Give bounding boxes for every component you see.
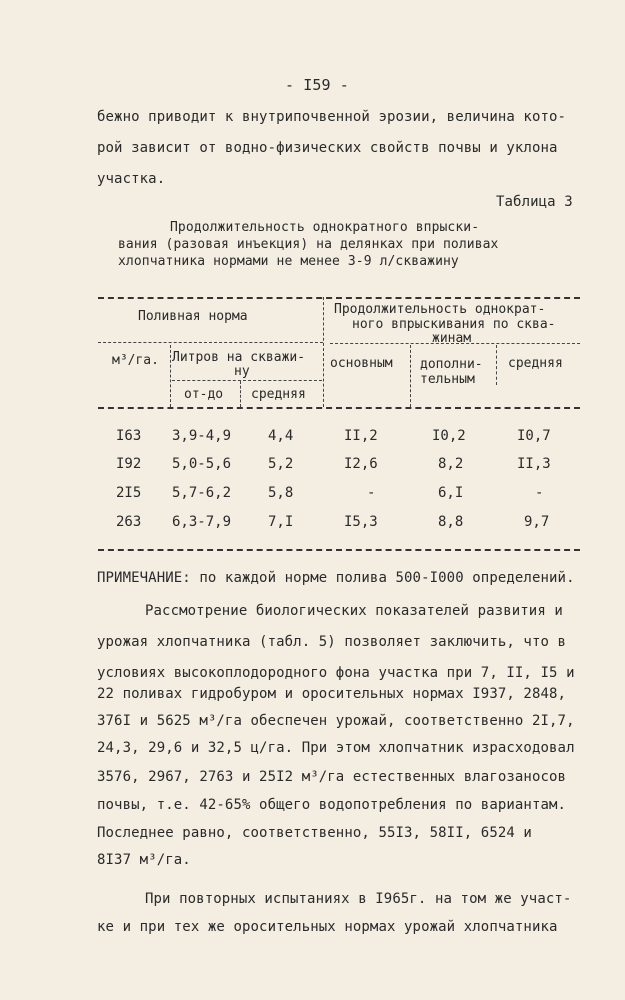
table-header-rule bbox=[98, 407, 580, 409]
paragraph-line: почвы, т.е. 42-65% общего водопотребления по вариантам. bbox=[97, 797, 567, 813]
paragraph-line: 376I и 5625 м³/га обеспечен урожай, соответственно 2I,7, bbox=[97, 713, 575, 729]
paragraph-line: 8I37 м³/га. bbox=[97, 852, 191, 868]
paragraph-line: ке и при тех же оросительных нормах урожай хлопчатника bbox=[97, 919, 558, 935]
table-cell: - bbox=[367, 485, 376, 501]
paragraph-line: 22 поливах гидробуром и оросительных нормах I937, 2848, bbox=[97, 686, 567, 702]
header-divider bbox=[172, 380, 322, 381]
table-cell: 5,2 bbox=[268, 456, 294, 472]
table-title-line: вания (разовая инъекция) на делянках при поливах bbox=[118, 237, 499, 252]
table-cell: 263 bbox=[116, 514, 142, 530]
header-liters: ну bbox=[234, 364, 250, 379]
table-cell: 5,8 bbox=[268, 485, 294, 501]
column-divider bbox=[410, 345, 411, 407]
table-cell: 3,9-4,9 bbox=[172, 428, 232, 444]
table-bottom-rule bbox=[98, 549, 580, 551]
column-divider bbox=[496, 345, 497, 385]
table-cell: I63 bbox=[116, 428, 142, 444]
paragraph-line: рой зависит от водно-физических свойств почвы и уклона bbox=[97, 140, 558, 156]
page-number: - I59 - bbox=[285, 76, 349, 94]
header-range: от-до bbox=[184, 387, 224, 402]
table-note: ПРИМЕЧАНИЕ: по каждой норме полива 500-I000 определений. bbox=[97, 570, 575, 586]
table-cell: 7,I bbox=[268, 514, 294, 530]
table-cell: 5,0-5,6 bbox=[172, 456, 232, 472]
paragraph-line: урожая хлопчатника (табл. 5) позволяет заключить, что в bbox=[97, 634, 567, 650]
table-cell: 8,2 bbox=[438, 456, 464, 472]
table-cell: I5,3 bbox=[344, 514, 378, 530]
paragraph-line: участка. bbox=[97, 171, 166, 187]
table-label: Таблица 3 bbox=[496, 194, 573, 210]
paragraph-line: Рассмотрение биологических показателей развития и bbox=[145, 603, 563, 619]
table-cell: I0,7 bbox=[517, 428, 551, 444]
table-cell: I92 bbox=[116, 456, 142, 472]
header-divider bbox=[330, 343, 580, 344]
table-cell: - bbox=[535, 485, 544, 501]
header-divider bbox=[98, 342, 323, 343]
table-cell: 4,4 bbox=[268, 428, 294, 444]
header-duration-line: ного впрыскивания по сква- bbox=[352, 317, 556, 332]
header-additional: дополни- bbox=[420, 357, 483, 372]
column-divider bbox=[323, 297, 324, 407]
paragraph-line: Последнее равно, соответственно, 55I3, 58II, 6524 и bbox=[97, 825, 532, 841]
paragraph-line: 24,3, 29,6 и 32,5 ц/га. При этом хлопчатник израсходовал bbox=[97, 740, 575, 756]
header-additional: тельным bbox=[420, 372, 475, 387]
table-cell: II,3 bbox=[517, 456, 551, 472]
paragraph-line: 3576, 2967, 2763 и 25I2 м³/га естественных влагозаносов bbox=[97, 769, 567, 785]
paragraph-line: При повторных испытаниях в I965г. на том же участ- bbox=[145, 891, 572, 907]
header-duration-line: Продолжительность однократ- bbox=[334, 302, 546, 317]
table-cell: 2I5 bbox=[116, 485, 142, 501]
table-cell: II,2 bbox=[344, 428, 378, 444]
paragraph-line: бежно приводит к внутрипочвенной эрозии, величина кото- bbox=[97, 109, 567, 125]
table-title-line: хлопчатника нормами не менее 3-9 л/скважину bbox=[118, 254, 459, 269]
table-cell: 6,3-7,9 bbox=[172, 514, 232, 530]
column-divider bbox=[170, 345, 171, 407]
table-cell: I0,2 bbox=[432, 428, 466, 444]
table-cell: 6,I bbox=[438, 485, 464, 501]
column-divider bbox=[240, 381, 241, 407]
header-liters: Литров на скважи- bbox=[172, 350, 306, 365]
table-cell: I2,6 bbox=[344, 456, 378, 472]
table-top-rule bbox=[98, 297, 580, 299]
header-mean: средняя bbox=[508, 356, 563, 371]
table-title-line: Продолжительность однократного впрыски- bbox=[170, 220, 480, 235]
header-m3: м³/га. bbox=[112, 353, 159, 368]
header-main: основным bbox=[330, 356, 393, 371]
header-norm: Поливная норма bbox=[138, 309, 248, 324]
header-duration-line: жинам bbox=[432, 331, 472, 346]
table-cell: 5,7-6,2 bbox=[172, 485, 232, 501]
table-cell: 9,7 bbox=[524, 514, 550, 530]
header-avg: средняя bbox=[251, 387, 306, 402]
paragraph-line: условиях высокоплодородного фона участка при 7, II, I5 и bbox=[97, 665, 575, 681]
table-cell: 8,8 bbox=[438, 514, 464, 530]
